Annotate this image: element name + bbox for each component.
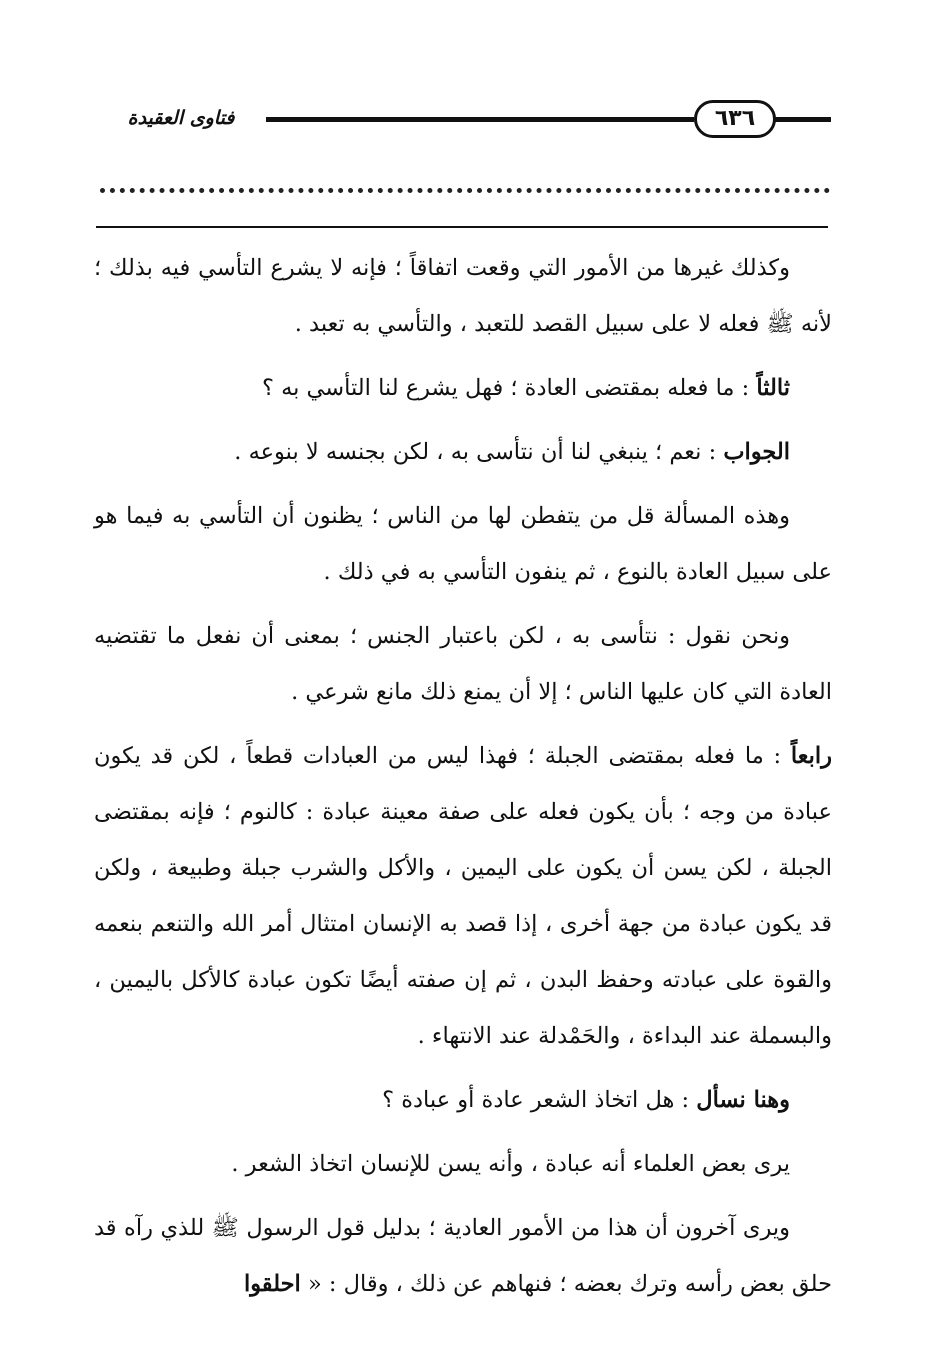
paragraph-text: : ما فعله بمقتضى الجبلة ؛ فهذا ليس من العبادات قطعاً ، لكن قد يكون عبادة من وجه ؛ بأن يكون فعله على صفة معينة عبادة : كالنوم ؛ فإنه بمقتضى الجبلة ، لكن يسن أن يكون على اليمين ، والأكل والشرب جبلة وطبيعة ، ولكن قد يكون عبادة من جهة أخرى ، إذا قصد به الإنسان امتثال أمر الله والتنعم بنعمه والقوة على عبادته وحفظ البدن ، ثم إن صفته أيضًا تكون عبادة كالأكل باليمين ، والبسملة عند البداءة ، والحَمْدلة عند الانتهاء . <box>94 743 832 1049</box>
paragraph-text: : نعم ؛ ينبغي لنا أن نتأسى به ، لكن بجنسه لا بنوعه . <box>234 439 724 465</box>
paragraph <box>94 360 832 416</box>
paragraph-text: ويرى آخرون أن هذا من الأمور العادية ؛ بدليل قول الرسول ﷺ للذي رآه قد حلق بعض رأسه وترك بعضه ؛ فنهاهم عن ذلك ، وقال : « <box>94 1215 832 1297</box>
paragraph <box>94 424 832 480</box>
paragraph-text: وهذه المسألة قل من يتفطن لها من الناس ؛ يظنون أن التأسي به فيما هو على سبيل العادة بالنوع ، ثم ينفون التأسي به في ذلك . <box>94 503 832 585</box>
paragraph <box>94 240 832 352</box>
paragraph <box>94 1136 832 1192</box>
paragraph-lead: الجواب <box>723 439 790 465</box>
paragraph-lead: رابعاً <box>790 743 832 769</box>
body-text <box>94 240 832 1320</box>
paragraph-text: وكذلك غيرها من الأمور التي وقعت اتفاقاً ؛ فإنه لا يشرع التأسي فيه بذلك ؛ لأنه ﷺ فعله لا على سبيل القصد للتعبد ، والتأسي به تعبد . <box>94 255 832 337</box>
paragraph <box>94 1072 832 1128</box>
solid-separator <box>96 226 828 228</box>
dotted-separator <box>100 188 830 193</box>
paragraph-lead: ثالثاً <box>756 375 790 401</box>
page-header <box>96 96 831 144</box>
paragraph <box>94 728 832 1064</box>
paragraph-text: يرى بعض العلماء أنه عبادة ، وأنه يسن للإنسان اتخاذ الشعر . <box>231 1151 790 1177</box>
paragraph-text: : هل اتخاذ الشعر عادة أو عبادة ؟ <box>382 1087 697 1113</box>
running-title: فتاوى العقيدة <box>96 100 266 138</box>
paragraph <box>94 608 832 720</box>
paragraph <box>94 1200 832 1312</box>
paragraph-lead: وهنا نسأل <box>696 1087 790 1113</box>
paragraph-text: : ما فعله بمقتضى العادة ؛ فهل يشرع لنا التأسي به ؟ <box>261 375 757 401</box>
paragraph <box>94 488 832 600</box>
paragraph-text: ونحن نقول : نتأسى به ، لكن باعتبار الجنس ؛ بمعنى أن نفعل ما تقتضيه العادة التي كان عليها الناس ؛ إلا أن يمنع ذلك مانع شرعي . <box>94 623 832 705</box>
paragraph-bold-tail: احلقوا <box>243 1271 301 1297</box>
header-rule-right <box>774 117 831 122</box>
page-number: ٦٣٦ <box>694 100 776 138</box>
